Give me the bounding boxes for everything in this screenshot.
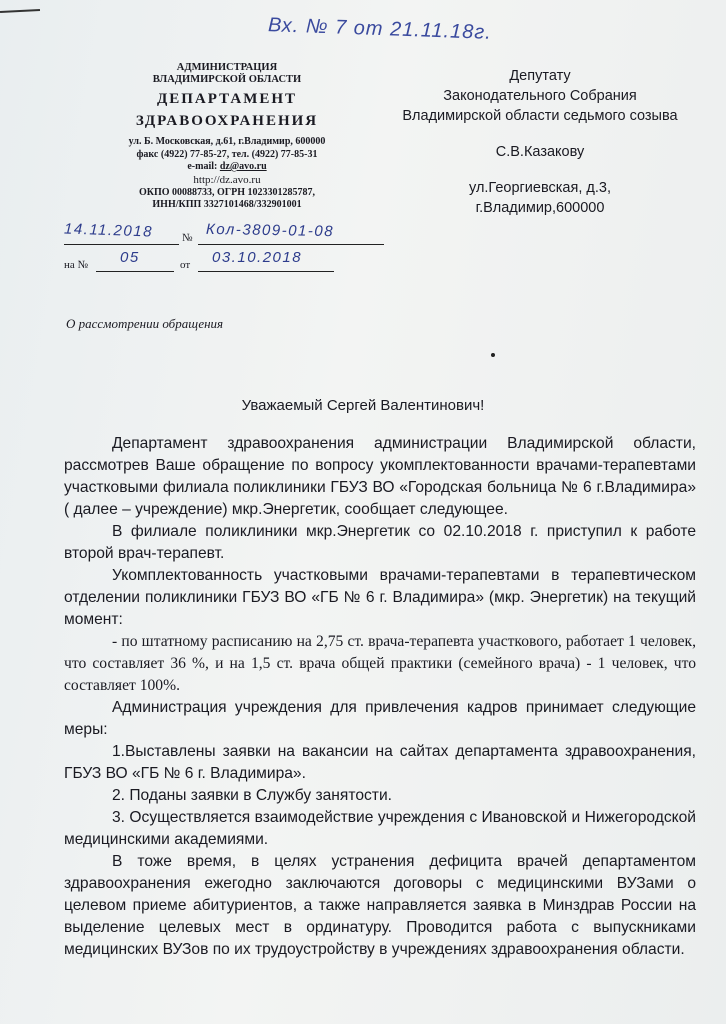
addressee-street: ул.Георгиевская, д.3, xyxy=(469,180,611,196)
body-paragraph: Администрация учреждения для привлечения кадров принимает следующие меры: xyxy=(64,699,696,738)
addressee-city: г.Владимир,600000 xyxy=(475,200,605,216)
sender-email xyxy=(82,161,372,174)
admin-line-1: АДМИНИСТРАЦИЯ xyxy=(176,62,278,73)
body-paragraph: Укомплектованность участковыми врачами-терапевтами в терапевтическом отделении поликлиники ГБУЗ ВО «ГБ № 6 г. Владимира» (мкр. Энергетик) на текущий момент: xyxy=(64,567,696,628)
admin-line-2: ВЛАДИМИРСКОЙ ОБЛАСТИ xyxy=(152,74,302,85)
registration-number: Кол-3809-01-08 xyxy=(205,220,335,241)
addressee-line-2: Законодательного Собрания xyxy=(443,88,637,104)
addressee-line-3: Владимирской области седьмого созыва xyxy=(402,108,678,124)
registration-date: 14.11.2018 xyxy=(63,220,154,241)
body-paragraph: В тоже время, в целях устранения дефицита врачей департаментом здравоохранения ежегодно заключаются договоры с медицинскими ВУЗами о целевом приеме абитуриентов, а также направляется заявка в Минздрав России на выделение целевых мест в ординатуру. Проводится работа с выпускниками медицинских ВУЗов по их трудоустройству в учреждениях здравоохранения области. xyxy=(64,853,696,958)
subject-line: О рассмотрении обращения xyxy=(66,316,224,331)
number-sign: № xyxy=(182,232,193,244)
stray-dot xyxy=(491,353,495,357)
sender-letterhead xyxy=(82,62,372,212)
addressee-block xyxy=(360,66,720,218)
scan-mark xyxy=(0,9,40,13)
body-paragraph: Департамент здравоохранения администрации Владимирской области, рассмотрев Ваше обращение по вопросу укомплектованности врачами-терапевтами участковыми филиала поликлиники ГБУЗ ВО «Городская больница № 6 г.Владимира» ( далее – учреждение) мкр.Энергетик, сообщает следующее. xyxy=(64,435,696,518)
email-label: e-mail: xyxy=(187,161,220,172)
reply-date: 03.10.2018 xyxy=(212,249,303,266)
reply-from: от xyxy=(180,259,191,271)
handwritten-registration: Вх. № 7 от 21.11.18г. xyxy=(267,14,493,44)
reply-number-underline xyxy=(96,271,174,272)
letter-body xyxy=(64,433,696,961)
body-paragraph: 1.Выставлены заявки на вакансии на сайтах департамента здравоохранения, ГБУЗ ВО «ГБ № 6 г. Владимира». xyxy=(64,743,696,782)
dept-line-2: ЗДРАВООХРАНЕНИЯ xyxy=(135,113,319,129)
email-link[interactable]: dz@avo.ru xyxy=(219,161,267,172)
sender-phone: факс (4922) 77-85-27, тел. (4922) 77-85-31 xyxy=(136,148,318,160)
dept-line-1: ДЕПАРТАМЕНТ xyxy=(156,91,298,107)
sender-okpo: ОКПО 00088733, ОГРН 1023301285787, xyxy=(138,186,316,198)
addressee-name: С.В.Казакову xyxy=(495,144,585,160)
body-paragraph: В филиале поликлиники мкр.Энергетик со 02.10.2018 г. приступил к работе второй врач-терапевт. xyxy=(64,523,696,562)
body-paragraph: - по штатному расписанию на 2,75 ст. врача-терапевта участкового, работает 1 человек, что составляет 36 %, и на 1,5 ст. врача общей практики (семейного врача) - 1 человек, что составляет 100%. xyxy=(64,633,696,694)
sender-inn: ИНН/КПП 3327101468/332901001 xyxy=(152,199,302,210)
body-paragraph: 3. Осуществляется взаимодействие учреждения с Ивановской и Нижегородской медицинскими академиями. xyxy=(64,809,696,848)
addressee-line-1: Депутату xyxy=(509,68,571,84)
date-underline xyxy=(64,244,179,245)
reply-number: 05 xyxy=(120,249,140,266)
reply-date-underline xyxy=(198,271,334,272)
body-paragraph: 2. Поданы заявки в Службу занятости. xyxy=(112,787,392,804)
sender-address: ул. Б. Московская, д.61, г.Владимир, 600000 xyxy=(128,136,326,147)
reply-prefix: на № xyxy=(64,259,89,271)
greeting: Уважаемый Сергей Валентинович! xyxy=(241,397,485,414)
sender-website[interactable]: http://dz.avo.ru xyxy=(193,173,261,186)
number-underline xyxy=(198,244,384,245)
